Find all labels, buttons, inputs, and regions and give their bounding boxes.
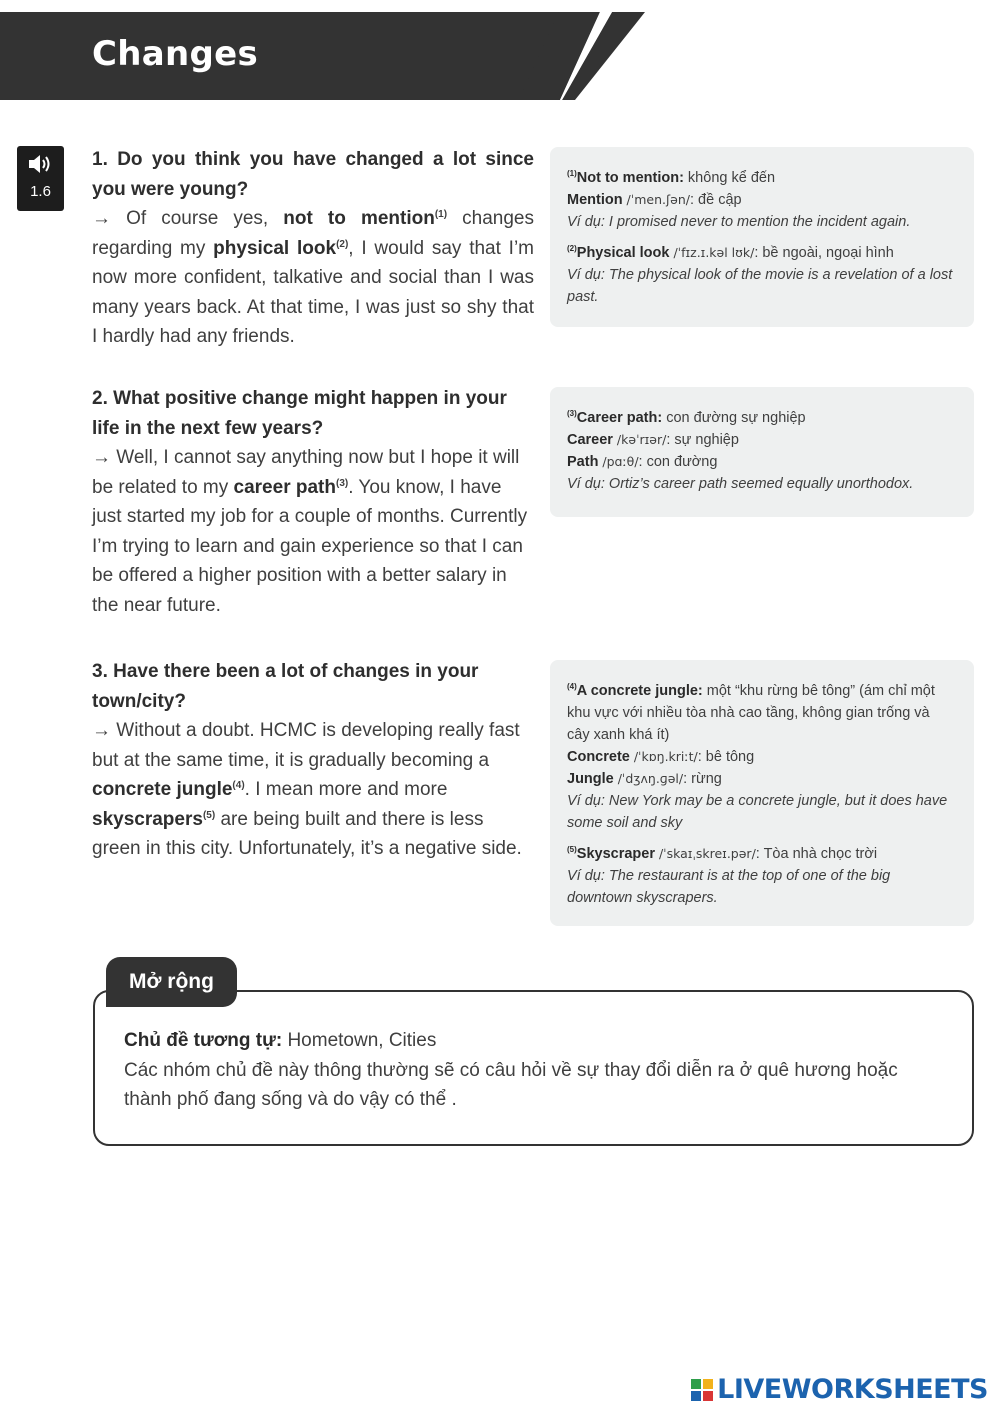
vocab-subword: Path bbox=[567, 454, 599, 470]
answer-3-intro: → Without a doubt. HCMC is developing really fast but at the same time, it is gradually becoming a bbox=[92, 720, 520, 771]
vocab-box-3 bbox=[550, 660, 974, 926]
vocab-ref: (1) bbox=[567, 169, 577, 178]
question-3: 3. Have there been a lot of changes in your town/city? bbox=[92, 661, 479, 712]
qa-section-3 bbox=[92, 657, 528, 864]
vocab-ipa: /ˈfɪz.ɪ.kəl lʊk/ bbox=[669, 245, 755, 260]
vocab-example: Ví dụ: Ortiz’s career path seemed equally unorthodox. bbox=[567, 476, 914, 492]
vocab-meaning: : bề ngoài, ngoại hình bbox=[754, 245, 894, 261]
audio-play-button[interactable] bbox=[17, 146, 64, 211]
page-title: Changes bbox=[92, 34, 259, 74]
term-not-to-mention: not to mention bbox=[283, 208, 435, 229]
qa-section-1 bbox=[92, 145, 534, 352]
answer-2-intro: → Well, I cannot say anything now but I hope it will be related to my bbox=[92, 447, 520, 498]
term-career-path: career path bbox=[233, 476, 336, 498]
liveworksheets-logo-icon bbox=[691, 1379, 713, 1401]
term-skyscrapers: skyscrapers bbox=[92, 808, 203, 830]
vocab-ref: (5) bbox=[567, 845, 577, 854]
vocab-example: Ví dụ: New York may be a concrete jungle, but it does have some soil and sky bbox=[567, 793, 948, 831]
similar-topics-label: Chủ đề tương tự: bbox=[124, 1030, 283, 1051]
vocab-ipa: /kəˈrɪər/ bbox=[612, 432, 667, 447]
vocab-meaning: không kể đến bbox=[683, 170, 776, 186]
vocab-subword: Mention bbox=[567, 192, 623, 208]
vocab-term: Physical look bbox=[576, 245, 670, 261]
vocab-submeaning: : rừng bbox=[683, 771, 722, 787]
answer-1-intro: → Of course yes, bbox=[92, 208, 284, 229]
vocab-subword: Concrete bbox=[567, 749, 630, 765]
vocab-meaning: một “khu rừng bê tông” (ám chỉ một khu vực với nhiều tòa nhà cao tầng, không gian trống và cây xanh khá ít) bbox=[567, 683, 935, 743]
brand-name: LIVEWORKSHEETS bbox=[717, 1374, 988, 1405]
question-2: 2. What positive change might happen in your life in the next few years? bbox=[92, 388, 507, 439]
vocab-ipa: /pɑːθ/ bbox=[598, 454, 639, 469]
vocab-ipa: /ˈkɒŋ.kriːt/ bbox=[629, 749, 698, 764]
extension-note: Các nhóm chủ đề này thông thường sẽ có câu hỏi về sự thay đổi diễn ra ở quê hương hoặc thành phố đang sống và do vậy có thể . bbox=[124, 1059, 898, 1110]
vocab-submeaning: : đề cập bbox=[690, 192, 742, 208]
vocab-ipa: /ˈmen.ʃən/ bbox=[622, 192, 690, 207]
speaker-icon bbox=[28, 154, 54, 174]
vocab-term: Not to mention: bbox=[576, 170, 684, 186]
qa-section-2 bbox=[92, 384, 530, 620]
term-physical-look: physical look bbox=[213, 237, 337, 259]
vocab-entry bbox=[567, 242, 956, 308]
vocab-ref: (4) bbox=[567, 682, 577, 691]
question-1: 1. Do you think you have changed a lot since you were young? bbox=[92, 149, 534, 200]
answer-3 bbox=[92, 716, 528, 864]
vocab-meaning: : Tòa nhà chọc trời bbox=[755, 846, 878, 862]
vocab-submeaning: : sự nghiệp bbox=[666, 432, 739, 448]
answer-3-mid: . I mean more and more bbox=[244, 779, 448, 800]
vocab-entry bbox=[567, 407, 956, 495]
similar-topics-line bbox=[124, 1026, 948, 1056]
extension-box bbox=[93, 990, 974, 1146]
vocab-term: Skyscraper bbox=[576, 846, 655, 862]
vocab-subword: Career bbox=[567, 432, 613, 448]
vocab-ipa: /ˈskaɪˌskreɪ.pər/ bbox=[654, 846, 756, 861]
vocab-term: A concrete jungle: bbox=[576, 683, 703, 699]
vocab-ref: (3) bbox=[567, 409, 577, 418]
vocab-ref: (2) bbox=[567, 244, 577, 253]
vocab-entry bbox=[567, 843, 956, 909]
ref-2: (2) bbox=[336, 238, 349, 250]
answer-1-rest: , I would say that I’m now more confident, talkative and social than I was many years back. At that time, I was just so shy that I hardly had any friends. bbox=[92, 237, 534, 347]
vocab-subword: Jungle bbox=[567, 771, 614, 787]
extension-tab-label: Mở rộng bbox=[106, 957, 237, 1007]
answer-2-rest: . You know, I have just started my job for a couple of months. Currently I’m trying to learn and gain experience so that I can be offered a higher position with a better salary in the near future. bbox=[92, 476, 528, 616]
answer-3-rest: are being built and there is less green in this city. Unfortunately, it’s a negative side. bbox=[92, 808, 522, 859]
ref-5: (5) bbox=[202, 809, 216, 821]
vocab-entry bbox=[567, 680, 956, 834]
vocab-example: Ví dụ: I promised never to mention the incident again. bbox=[567, 214, 911, 230]
vocab-example: Ví dụ: The restaurant is at the top of one of the big downtown skyscrapers. bbox=[567, 868, 891, 906]
answer-2 bbox=[92, 443, 530, 620]
vocab-example: Ví dụ: The physical look of the movie is a revelation of a lost past. bbox=[567, 267, 953, 305]
vocab-ipa: /ˈdʒʌŋ.ɡəl/ bbox=[613, 771, 684, 786]
audio-track-number: 1.6 bbox=[30, 183, 51, 200]
vocab-submeaning: : bê tông bbox=[697, 749, 755, 765]
vocab-meaning: con đường sự nghiệp bbox=[662, 410, 806, 426]
similar-topics-value: Hometown, Cities bbox=[282, 1030, 437, 1051]
answer-1-mid: changes regarding my bbox=[92, 208, 535, 259]
answer-1 bbox=[92, 204, 534, 352]
ref-4: (4) bbox=[232, 780, 245, 791]
ref-3: (3) bbox=[335, 477, 349, 489]
vocab-box-2 bbox=[550, 387, 974, 517]
vocab-box-1 bbox=[550, 147, 974, 327]
ref-1: (1) bbox=[434, 209, 448, 220]
vocab-submeaning: : con đường bbox=[638, 454, 718, 470]
vocab-entry bbox=[567, 167, 956, 233]
vocab-term: Career path: bbox=[576, 410, 663, 426]
brand-logo[interactable] bbox=[691, 1374, 988, 1405]
term-concrete-jungle: concrete jungle bbox=[92, 779, 233, 800]
